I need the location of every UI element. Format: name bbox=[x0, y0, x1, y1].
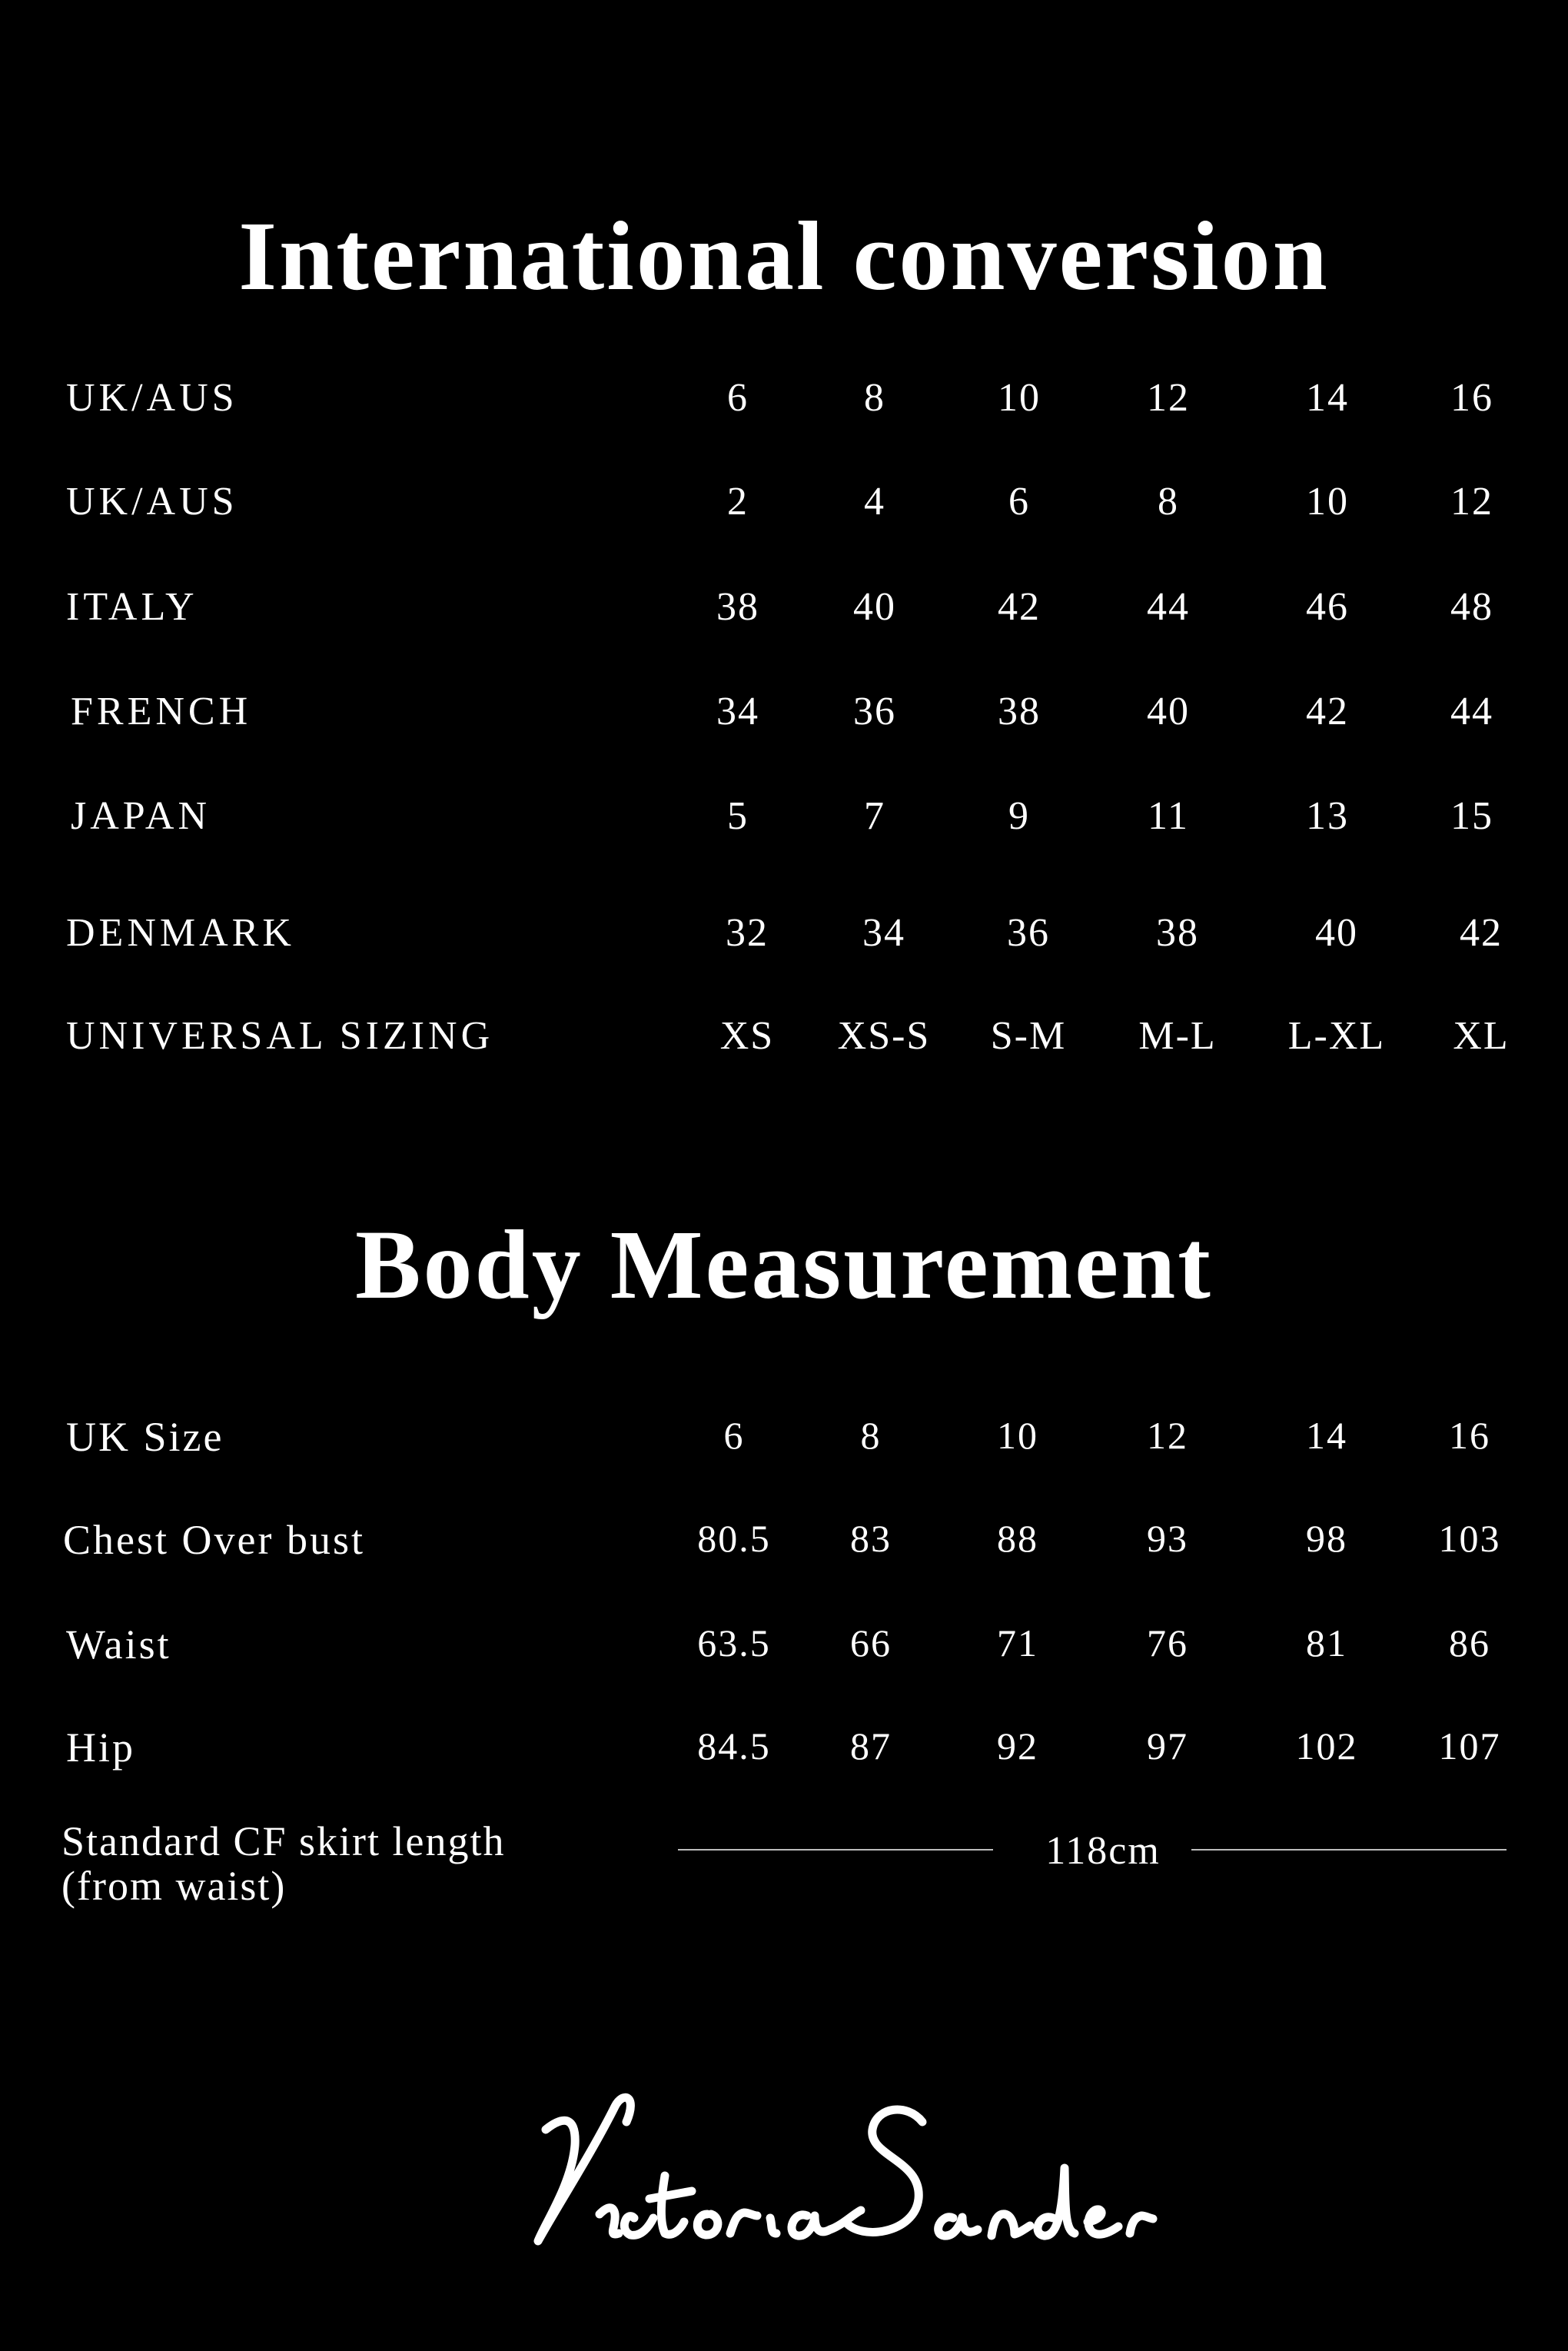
table-cell: M-L bbox=[1138, 1014, 1217, 1058]
row-label: UNIVERSAL SIZING bbox=[66, 1014, 494, 1058]
row-label: UK Size bbox=[66, 1414, 224, 1460]
table-cell: 63.5 bbox=[697, 1621, 771, 1664]
table-cell: 11 bbox=[1147, 794, 1190, 838]
table-cell: 76 bbox=[1147, 1621, 1188, 1664]
row-label: Chest Over bust bbox=[63, 1517, 365, 1563]
table-cell: S-M bbox=[990, 1014, 1067, 1058]
row-label: FRENCH bbox=[71, 690, 252, 733]
row-label: ITALY bbox=[66, 585, 198, 629]
table-cell: 12 bbox=[1147, 1414, 1188, 1457]
table-cell: 44 bbox=[1147, 585, 1190, 629]
table-cell: 46 bbox=[1306, 585, 1349, 629]
international-conversion-title: International conversion bbox=[238, 201, 1330, 311]
table-cell: 14 bbox=[1306, 1414, 1347, 1457]
table-cell: 98 bbox=[1306, 1517, 1347, 1560]
table-cell: 83 bbox=[850, 1517, 892, 1560]
row-label: JAPAN bbox=[71, 794, 211, 838]
table-cell: 88 bbox=[997, 1517, 1038, 1560]
table-cell: 40 bbox=[1147, 690, 1190, 733]
table-cell: 103 bbox=[1438, 1517, 1501, 1560]
table-cell: 93 bbox=[1147, 1517, 1188, 1560]
table-cell: 9 bbox=[1008, 794, 1030, 838]
table-cell: 15 bbox=[1450, 794, 1493, 838]
skirt-length-rule-right bbox=[1191, 1849, 1507, 1851]
table-cell: 86 bbox=[1449, 1621, 1490, 1664]
table-cell: 16 bbox=[1450, 376, 1493, 420]
body-measurement-title: Body Measurement bbox=[355, 1210, 1213, 1319]
skirt-length-label-line2: (from waist) bbox=[61, 1863, 287, 1909]
table-cell: 4 bbox=[864, 480, 885, 524]
table-cell: 38 bbox=[998, 690, 1041, 733]
table-row bbox=[0, 1013, 1568, 1075]
table-cell: 34 bbox=[716, 690, 759, 733]
table-cell: 107 bbox=[1438, 1724, 1501, 1767]
table-cell: 34 bbox=[862, 911, 905, 955]
table-cell: 6 bbox=[727, 376, 749, 420]
table-cell: 36 bbox=[1007, 911, 1050, 955]
table-cell: 44 bbox=[1450, 690, 1493, 733]
row-label: Hip bbox=[66, 1724, 135, 1771]
table-row bbox=[0, 910, 1568, 972]
table-row bbox=[0, 689, 1568, 750]
table-cell: XS bbox=[719, 1014, 775, 1058]
table-cell: 8 bbox=[864, 376, 885, 420]
table-cell: 2 bbox=[727, 480, 749, 524]
table-cell: 12 bbox=[1147, 376, 1190, 420]
table-cell: 102 bbox=[1295, 1724, 1358, 1767]
table-cell: 10 bbox=[997, 1414, 1038, 1457]
table-cell: 13 bbox=[1306, 794, 1349, 838]
table-cell: 71 bbox=[997, 1621, 1038, 1664]
table-row bbox=[0, 375, 1568, 437]
table-row bbox=[0, 479, 1568, 540]
table-cell: 6 bbox=[723, 1414, 745, 1457]
table-cell: 87 bbox=[850, 1724, 892, 1767]
table-cell: XL bbox=[1453, 1014, 1510, 1058]
table-row bbox=[0, 1724, 1568, 1785]
table-cell: XS-S bbox=[837, 1014, 931, 1058]
table-cell: 38 bbox=[716, 585, 759, 629]
table-row bbox=[0, 1621, 1568, 1682]
row-label: UK/AUS bbox=[66, 480, 238, 524]
table-cell: 84.5 bbox=[697, 1724, 771, 1767]
table-cell: 10 bbox=[998, 376, 1041, 420]
table-cell: 66 bbox=[850, 1621, 892, 1664]
table-cell: 42 bbox=[998, 585, 1041, 629]
table-row bbox=[0, 1413, 1568, 1475]
table-row bbox=[0, 584, 1568, 646]
table-cell: 8 bbox=[1158, 480, 1179, 524]
table-row bbox=[0, 793, 1568, 855]
row-label: Waist bbox=[66, 1621, 171, 1668]
table-cell: 16 bbox=[1449, 1414, 1490, 1457]
table-cell: 12 bbox=[1450, 480, 1493, 524]
table-cell: 80.5 bbox=[697, 1517, 771, 1560]
table-cell: 38 bbox=[1156, 911, 1199, 955]
table-row bbox=[0, 1516, 1568, 1578]
skirt-length-rule-left bbox=[678, 1849, 993, 1851]
table-cell: 8 bbox=[860, 1414, 882, 1457]
table-cell: 42 bbox=[1460, 911, 1503, 955]
table-cell: 32 bbox=[726, 911, 769, 955]
table-cell: 40 bbox=[1315, 911, 1358, 955]
table-cell: 7 bbox=[864, 794, 885, 838]
table-cell: 14 bbox=[1306, 376, 1349, 420]
table-cell: 92 bbox=[997, 1724, 1038, 1767]
row-label: UK/AUS bbox=[66, 376, 238, 420]
table-cell: 97 bbox=[1147, 1724, 1188, 1767]
table-cell: 40 bbox=[853, 585, 896, 629]
table-cell: 6 bbox=[1008, 480, 1030, 524]
table-cell: L-XL bbox=[1287, 1014, 1386, 1058]
row-label: DENMARK bbox=[66, 911, 295, 955]
table-cell: 81 bbox=[1306, 1621, 1347, 1664]
skirt-length-label-line1: Standard CF skirt length bbox=[61, 1818, 506, 1864]
table-cell: 36 bbox=[853, 690, 896, 733]
table-cell: 48 bbox=[1450, 585, 1493, 629]
table-cell: 10 bbox=[1306, 480, 1349, 524]
table-cell: 42 bbox=[1306, 690, 1349, 733]
skirt-length-value: 118cm bbox=[1045, 1829, 1161, 1873]
skirt-length-label bbox=[61, 1819, 505, 1908]
victoria-sanders-signature-logo bbox=[492, 2076, 1168, 2260]
table-cell: 5 bbox=[727, 794, 749, 838]
